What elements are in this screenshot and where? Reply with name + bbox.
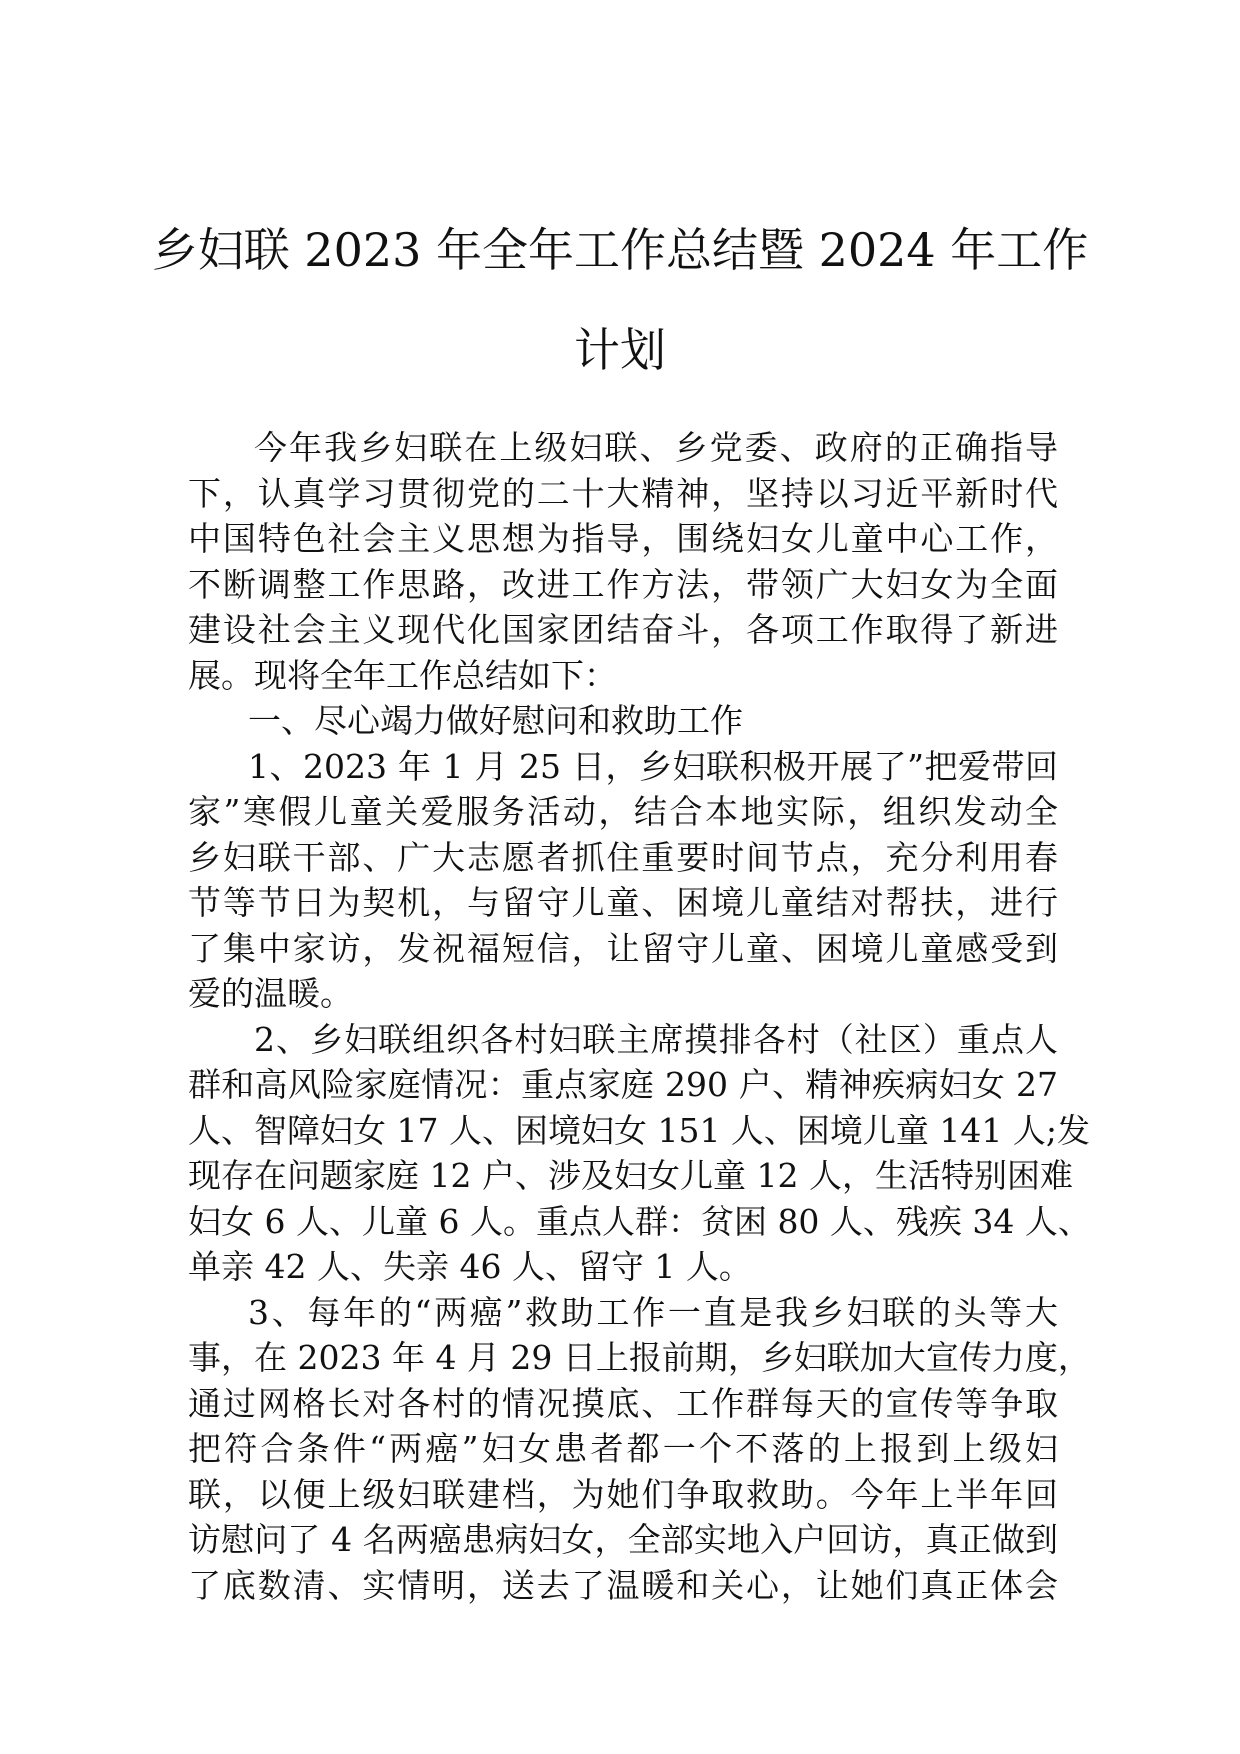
title-line-1: 乡妇联 2023 年全年工作总结暨 2024 年工作 — [151, 223, 1089, 277]
paragraph-line: 1、2023 年 1 月 25 日，乡妇联积极开展了”把爱带回 — [248, 746, 1058, 786]
paragraph-line: 把符合条件“两癌”妇女患者都一个不落的上报到上级妇 — [188, 1429, 1058, 1468]
paragraph-line: 人、智障妇女 17 人、困境妇女 151 人、困境儿童 141 人;发 — [188, 1110, 1091, 1150]
paragraph-line: 家”寒假儿童关爱服务活动，结合本地实际，组织发动全 — [188, 792, 1058, 831]
paragraph-line: 访慰问了 4 名两癌患病妇女，全部实地入户回访，真正做到 — [188, 1520, 1058, 1559]
paragraph-line: 2、乡妇联组织各村妇联主席摸排各村（社区）重点人 — [254, 1019, 1058, 1059]
paragraph-line: 展。现将全年工作总结如下： — [188, 655, 617, 695]
document-body — [188, 425, 1091, 1608]
paragraph-line: 下，认真学习贯彻党的二十大精神，坚持以习近平新时代 — [188, 473, 1058, 513]
paragraph-line: 建设社会主义现代化国家团结奋斗，各项工作取得了新进 — [188, 610, 1058, 649]
paragraph-line: 今年我乡妇联在上级妇联、乡党委、政府的正确指导 — [254, 428, 1058, 467]
section-heading: 一、尽心竭力做好慰问和救助工作 — [248, 701, 743, 740]
paragraph-line: 群和高风险家庭情况：重点家庭 290 户、精神疾病妇女 27 — [188, 1065, 1058, 1104]
paragraph-line: 妇女 6 人、儿童 6 人。重点人群：贫困 80 人、残疾 34 人、 — [188, 1201, 1091, 1241]
title-line-2: 计划 — [574, 323, 666, 377]
paragraph-line: 单亲 42 人、失亲 46 人、留守 1 人。 — [188, 1247, 752, 1286]
paragraph-line: 不断调整工作思路，改进工作方法，带领广大妇女为全面 — [188, 564, 1058, 604]
paragraph-line: 通过网格长对各村的情况摸底、工作群每天的宣传等争取 — [188, 1383, 1058, 1423]
paragraph-line: 联，以便上级妇联建档，为她们争取救助。今年上半年回 — [188, 1474, 1058, 1514]
paragraph-line: 了集中家访，发祝福短信，让留守儿童、困境儿童感受到 — [188, 928, 1058, 968]
paragraph-line: 乡妇联干部、广大志愿者抓住重要时间节点，充分利用春 — [188, 837, 1058, 877]
paragraph-line: 现存在问题家庭 12 户、涉及妇女儿童 12 人，生活特别困难 — [188, 1156, 1073, 1195]
paragraph-line: 节等节日为契机，与留守儿童、困境儿童结对帮扶，进行 — [188, 883, 1058, 922]
document-title — [150, 200, 1090, 400]
paragraph-line: 了底数清、实情明，送去了温暖和关心，让她们真正体会 — [188, 1565, 1058, 1605]
paragraph-line: 3、每年的“两癌”救助工作一直是我乡妇联的头等大 — [248, 1292, 1058, 1332]
paragraph-line: 事，在 2023 年 4 月 29 日上报前期，乡妇联加大宣传力度， — [188, 1338, 1091, 1377]
paragraph-line: 爱的温暖。 — [188, 974, 353, 1013]
paragraph-line: 中国特色社会主义思想为指导，围绕妇女儿童中心工作， — [188, 519, 1058, 558]
